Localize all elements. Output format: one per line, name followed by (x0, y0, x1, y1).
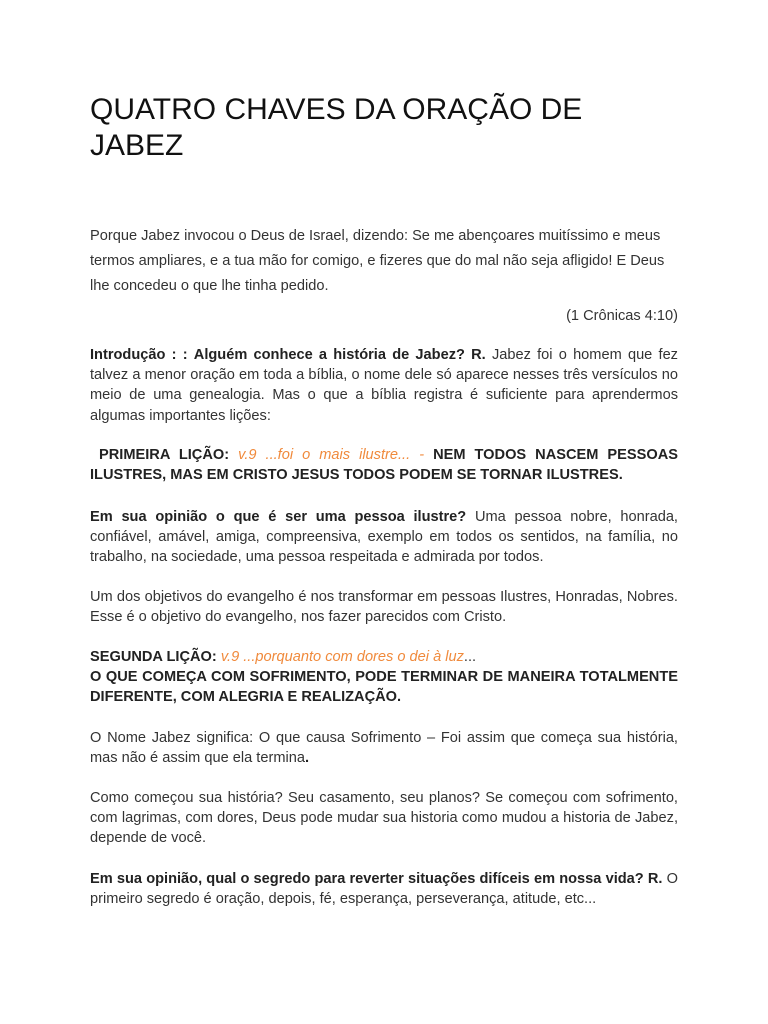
lesson1-label: PRIMEIRA LIÇÃO: (99, 447, 230, 463)
lesson2-ellipsis: ... (463, 649, 477, 665)
lesson2-paragraph (90, 647, 678, 708)
name-meaning-end: . (304, 750, 310, 767)
question2-answer: O primeiro segredo é oração, depois, fé, esperança, perseverança, atitude, etc... (90, 871, 678, 908)
lesson2-verse: v.9 ...porquanto com dores o dei à luz (220, 649, 464, 665)
question2-text: Em sua opinião, qual o segredo para reverter situações difíceis em nossa vida? R. (90, 871, 663, 887)
question1-answer: Uma pessoa nobre, honrada, confiável, amável, amiga, compreensiva, exemplo em todos os sentidos, na família, no trabalho, na sociedade, uma pessoa respeitada e admirada por todos. (90, 509, 678, 566)
intro-text: Jabez foi o homem que fez talvez a menor oração em toda a bíblia, o nome dele só aparece nesses três versículos no meio de uma genealogia. Mas o que a bíblia registra é suficiente para aprendermos algumas importantes lições: (90, 347, 678, 424)
question1-paragraph (90, 507, 678, 568)
how-began-paragraph: Como começou sua história? Seu casamento, seu planos? Se começou com sofrimento, com lagrimas, com dores, Deus pode mudar sua historia como mudou a historia de Jabez, depende de você. (90, 790, 678, 847)
name-meaning-text: O Nome Jabez significa: O que causa Sofrimento – Foi assim que começa sua história, mas não é assim que ela termina (90, 730, 678, 767)
name-meaning-paragraph (90, 728, 678, 768)
intro-question: Alguém conhece a história de Jabez? R. (193, 347, 486, 363)
lesson1-verse: v.9 ...foi o mais ilustre... (238, 447, 411, 463)
verse-reference: (1 Crônicas 4:10) (566, 308, 678, 324)
document-title: QUATRO CHAVES DA ORAÇÃO DE JABEZ (90, 93, 583, 162)
objective-paragraph: Um dos objetivos do evangelho é nos transformar em pessoas Ilustres, Honradas, Nobres. Esse é o objetivo do evangelho, nos fazer parecidos com Cristo. (90, 589, 678, 626)
lesson1-heading: NEM TODOS NASCEM PESSOAS ILUSTRES, MAS EM CRISTO JESUS TODOS PODEM SE TORNAR ILUSTRES. (90, 447, 678, 484)
intro-label: Introdução (90, 347, 166, 363)
intro-separator: : : (171, 347, 188, 363)
question1-text: Em sua opinião o que é ser uma pessoa ilustre? (90, 509, 467, 525)
lesson2-label: SEGUNDA LIÇÃO: (90, 649, 217, 665)
verse-quote: Porque Jabez invocou o Deus de Israel, dizendo: Se me abençoares muitíssimo e meus termos ampliares, e a tua mão for comigo, e fizeres que do mal não seja afligido! E Deus lhe concedeu o que lhe tinha pedido. (90, 228, 665, 294)
intro-paragraph (90, 345, 678, 426)
lesson1-paragraph (90, 445, 678, 485)
question2-paragraph (90, 869, 678, 909)
lesson2-heading: O QUE COMEÇA COM SOFRIMENTO, PODE TERMINAR DE MANEIRA TOTALMENTE DIFERENTE, COM ALEGRIA E REALIZAÇÃO. (90, 669, 678, 706)
lesson1-dash: - (419, 447, 425, 463)
